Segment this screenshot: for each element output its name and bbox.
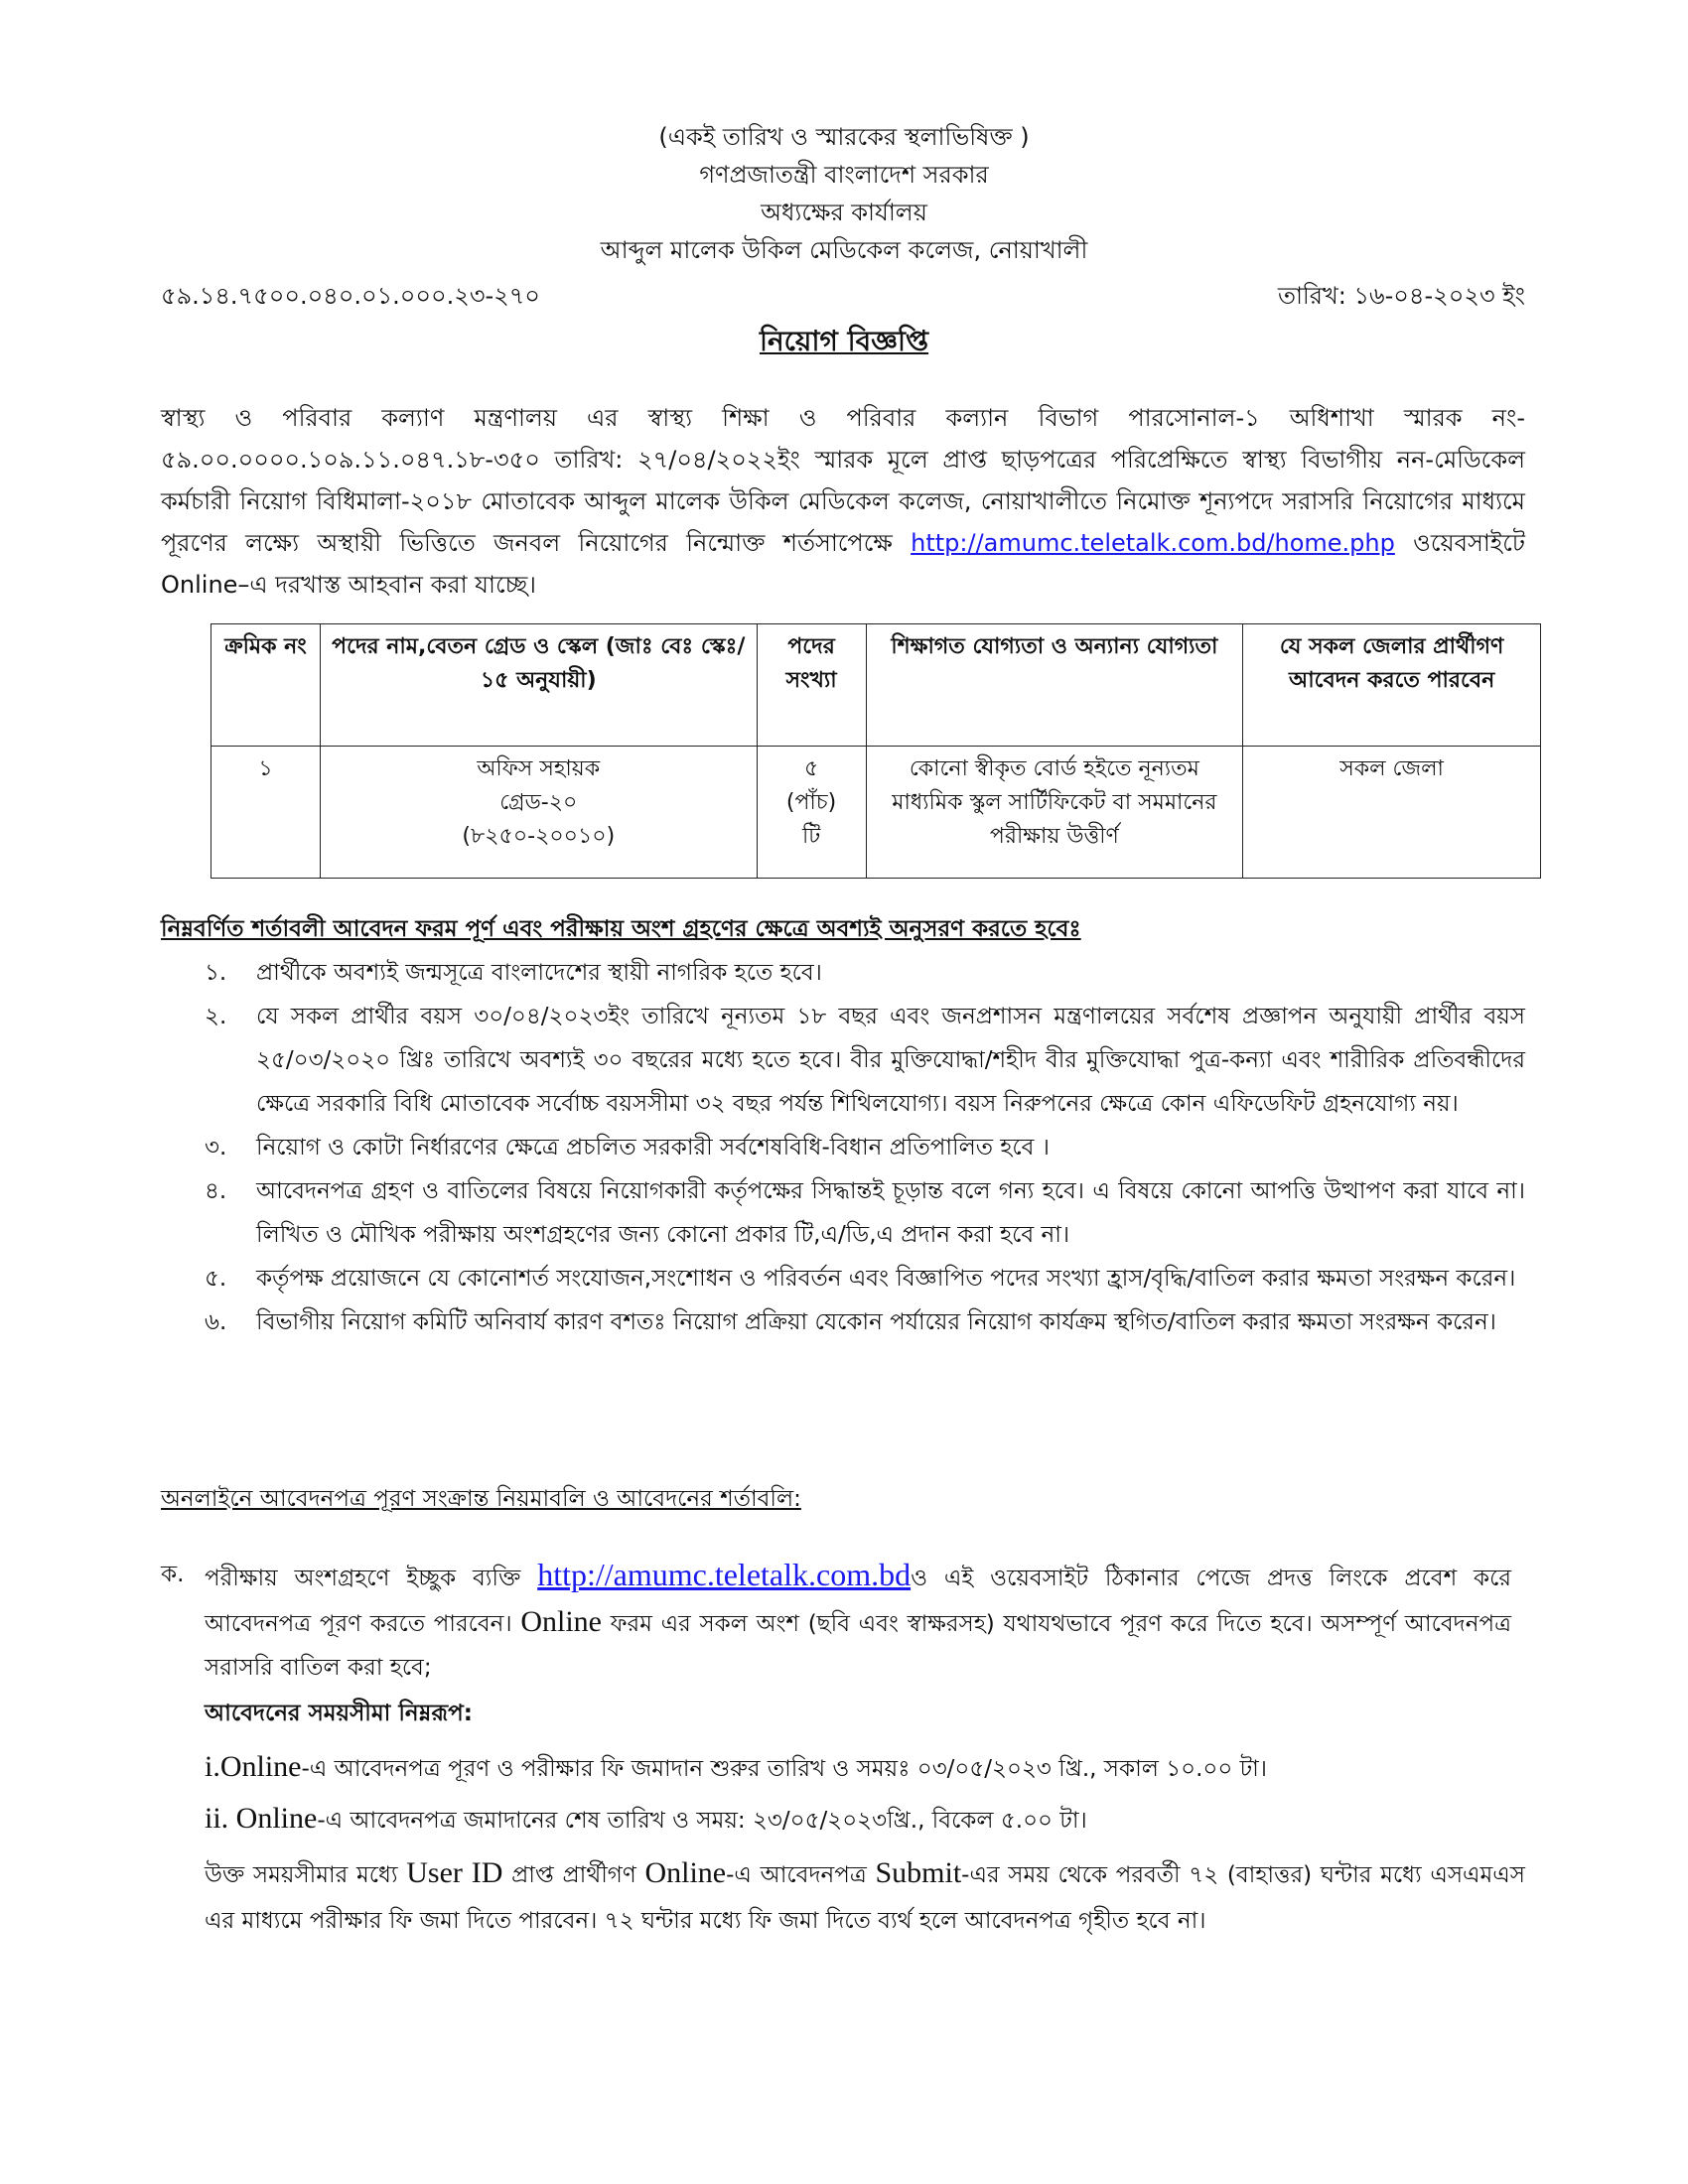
cell-districts: সকল জেলা [1243,747,1541,879]
header-qualification: শিক্ষাগত যোগ্যতা ও অন্যান্য যোগ্যতা [866,624,1243,747]
item-number: ২. [205,1004,227,1029]
deadline-start-text: -এ আবেদনপত্র পূরণ ও পরীক্ষার ফি জমাদান শুরুর তারিখ ও সময়ঃ ০৩/০৫/২০২৩ খ্রি., সকাল ১০.০০ টা। [301,1756,1268,1782]
deadline-heading: আবেদনের সময়সীমা নিম্নরূপ: [205,1701,473,1726]
item-number: ৬. [205,1309,227,1335]
item-text: প্রার্থীকে অবশ্যই জন্মসূত্রে বাংলাদেশের স্থায়ী নাগরিক হতে হবে। [256,960,822,986]
memo-number: ৫৯.১৪.৭৫০০.০৪০.০১.০০০.২৩-২৭০ [161,282,540,310]
item-number: ৩. [205,1135,227,1160]
count-unit: টি [801,824,821,849]
fee-note-submit: Submit [875,1856,962,1889]
item-text: আবেদনপত্র গ্রহণ ও বাতিলের বিষয়ে নিয়োগকারী কর্তৃপক্ষের সিদ্ধান্তই চূড়ান্ত বলে গন্য হবে। এ বিষয়ে কোনো আপত্তি উত্থাপণ করা যাবে না। লিখিত ও মৌখিক পরীক্ষায় অংশগ্রহণের জন্য কোনো প্রকার টি,এ/ডি,এ প্রদান করা হবে না। [256,1178,1525,1248]
deadline-start [205,1747,1267,1789]
fee-payment-note [205,1850,1525,1944]
deadline-end-prefix: ii. Online [205,1802,318,1835]
header-college: আব্দুল মালেক উকিল মেডিকেল কলেজ, নোয়াখালী [600,236,1088,264]
list-item [161,951,1525,995]
intro-text: স্বাস্থ্য ও পরিবার কল্যাণ মন্ত্রণালয় এর স্বাস্থ্য শিক্ষা ও পরিবার কল্যান বিভাগ পারসোনাল-১ অধিশাখা স্মারক নং- ৫৯.০০.০০০০.১০৯.১১.০৪৭.১৮-৩৫০ তারিখ: ২৭/০৪/২০২২ইং স্মারক মূলে প্রাপ্ত ছাড়পত্রের পরিপ্রেক্ষিতে স্বাস্থ্য বিভাগীয় নন-মেডিকেল কর্মচারী নিয়োগ বিধিমালা-২০১৮ মোতাবেক আব্দুল মালেক উকিল মেডিকেল কলেজ, নোয়াখালীতে নিমোক্ত শূন্যপদে সরাসরি নিয়োগের মাধ্যমে পূরণের লক্ষ্যে অস্থায়ী ভিত্তিতে জনবল নিয়োগের নিন্মোক্ত শর্তসাপেক্ষে [161,404,1525,557]
conditions-heading: নিম্নবর্ণিত শর্তাবলী আবেদন ফরম পূর্ণ এবং পরীক্ষায় অংশ গ্রহণের ক্ষেত্রে অবশ্যই অনুসরণ করতে হবেঃ [161,916,1081,942]
deadline-end-text: -এ আবেদনপত্র জমাদানের শেষ তারিখ ও সময়: ২৩/০৫/২০২৩খ্রি., বিকেল ৫.০০ টা। [317,1808,1087,1834]
post-scale: (৮২৫০-২০০১০) [462,824,616,849]
header-serial: ক্রমিক নং [211,624,321,747]
fee-note-c: -এ আবেদনপত্র [726,1862,867,1888]
item-text: যে সকল প্রার্থীর বয়স ৩০/০৪/২০২৩ইং তারিখে নূন্যতম ১৮ বছর এবং জনপ্রশাসন মন্ত্রণালয়ের সর্বশেষ প্রজ্ঞাপন অনুযায়ী প্রার্থীর বয়স ২৫/০৩/২০২০ খ্রিঃ তারিখে অবশ্যই ৩০ বছরের মধ্যে হতে হবে। বীর মুক্তিযোদ্ধা/শহীদ বীর মুক্তিযোদ্ধা পুত্র-কন্যা এবং শারীরিক প্রতিবন্ধীদের ক্ষেত্রে সরকারি বিধি মোতাবেক সর্বোচ্চ বয়সসীমা ৩২ বছর পর্যন্ত শিথিলযোগ্য। বয়স নিরুপনের ক্ষেত্রে কোন এফিডেফিট গ্রহনযোগ্য নয়। [256,1004,1525,1117]
list-item [161,1257,1525,1300]
intro-suffix: ওয়েবসাইটে Online–এ দরখাস্ত আহবান করা যাচ্ছে। [161,529,1525,599]
teletalk-link[interactable]: http://amumc.teletalk.com.bd [537,1557,912,1592]
rule-ka-rest: ফরম এর সকল অংশ (ছবি এবং স্বাক্ষরসহ) যথাযথভাবে পূরণ করে দিতে হবে। অসম্পূর্ণ আবেদনপত্র সরাসরি বাতিল করা হবে; [205,1611,1511,1681]
item-number: ৫. [205,1266,227,1292]
cell-count [757,747,866,879]
fee-note-online: Online [644,1856,727,1889]
deadline-end [205,1799,1087,1841]
header-districts: যে সকল জেলার প্রার্থীগণ আবেদন করতে পারবেন [1243,624,1541,747]
item-number: ৪. [205,1178,227,1204]
table-row [211,747,1541,879]
rule-ka-pre: পরীক্ষায় অংশগ্রহণে ইচ্ছুক ব্যক্তি [205,1566,521,1591]
header-post: পদের নাম,বেতন গ্রেড ও স্কেল (জাঃ বেঃ স্কেঃ/১৫ অনুযায়ী) [320,624,757,747]
deadline-start-prefix: i.Online [205,1750,302,1783]
memo-date: তারিখ: ১৬-০৪-২০২৩ ইং [1277,282,1525,310]
list-item [161,1169,1525,1257]
online-rules-heading: অনলাইনে আবেদনপত্র পূরণ সংক্রান্ত নিয়মাবলি ও আবেদনের শর্তাবলি: [161,1486,801,1512]
table-header-row [211,624,1541,747]
conditions-list [161,951,1525,1344]
posts-table [211,623,1541,879]
cell-post [320,747,757,879]
fee-note-a: উক্ত সময়সীমার মধ্যে [205,1862,398,1888]
count-words: (পাঁচ) [785,790,837,815]
intro-paragraph [161,397,1525,606]
page-title: নিয়োগ বিজ্ঞপ্তি [759,325,929,357]
header-office: অধ্যক্ষের কার্যালয় [761,199,927,226]
online-rule-ka [161,1553,1511,1690]
item-text: বিভাগীয় নিয়োগ কমিটি অনিবার্য কারণ বশতঃ নিয়োগ প্রক্রিয়া যেকোন পর্যায়ের নিয়োগ কার্যক্রম স্থগিত/বাতিল করার ক্ষমতা সংরক্ষন করেন। [256,1309,1496,1335]
item-text: নিয়োগ ও কোটা নির্ধারণের ক্ষেত্রে প্রচলিত সরকারী সর্বশেষবিধি-বিধান প্রতিপালিত হবে । [256,1135,1050,1160]
header-substitution-note: (একই তারিখ ও স্মারকের স্থলাভিষিক্ত ) [658,123,1030,151]
post-grade: গ্রেড-২০ [499,790,578,815]
list-item [161,995,1525,1126]
fee-note-d: -এর সময় থেকে পরবর্তী ৭২ (বাহাত্তর) ঘন্টার মধ্যে এসএমএস এর মাধ্যমে পরীক্ষার ফি জমা দিতে পারবেন। ৭২ ঘন্টার মধ্যে ফি জমা দিতে ব্যর্থ হলে আবেদনপত্র গৃহীত হবে না। [205,1862,1525,1934]
rule-ka-number: ক. [161,1562,185,1587]
fee-note-userid: User ID [406,1856,503,1889]
website-link[interactable]: http://amumc.teletalk.com.bd/home.php [911,529,1395,557]
count-number: ৫ [803,756,819,781]
header-government: গণপ্রজাতন্ত্রী বাংলাদেশ সরকার [699,161,989,189]
rule-ka-online: Online [520,1605,602,1638]
post-name: অফিস সহায়ক [477,756,601,781]
header-count: পদের সংখ্যা [757,624,866,747]
fee-note-b: প্রাপ্ত প্রার্থীগণ [511,1862,636,1888]
list-item [161,1126,1525,1169]
cell-qualification: কোনো স্বীকৃত বোর্ড হইতে নূন্যতম মাধ্যমিক স্কুল সার্টিফিকেট বা সমমানের পরীক্ষায় উত্তীর্ণ [866,747,1243,879]
cell-serial: ১ [211,747,321,879]
rule-ka-post: ও এই ওয়েবসাইট ঠিকানার পেজে প্রদত্ত লিংকে প্রবেশ করে আবেদনপত্র পূরণ করতে পারবেন। [205,1566,1511,1637]
item-text: কর্তৃপক্ষ প্রয়োজনে যে কোনোশর্ত সংযোজন,সংশোধন ও পরিবর্তন এবং বিজ্ঞাপিত পদের সংখ্যা হ্রাস/বৃদ্ধি/বাতিল করার ক্ষমতা সংরক্ষন করেন। [256,1266,1516,1292]
item-number: ১. [205,960,227,986]
list-item [161,1300,1525,1344]
